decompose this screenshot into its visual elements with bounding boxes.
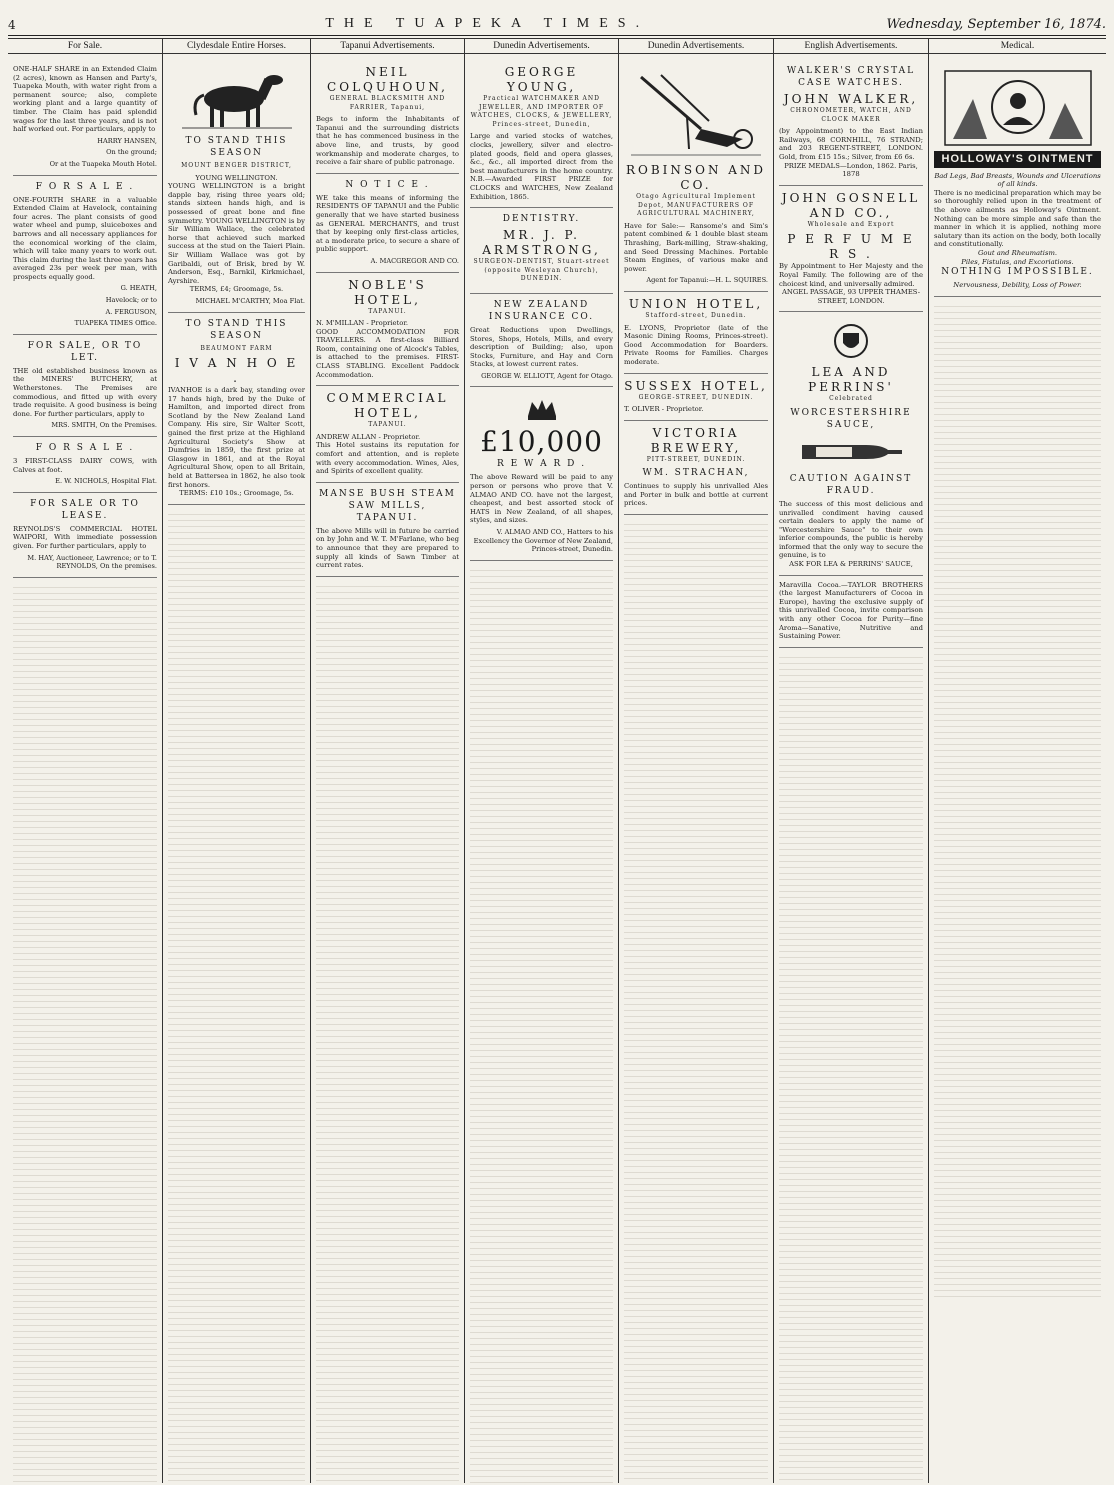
- horse-name: I V A N H O E .: [174, 356, 299, 386]
- ad-body: GOOD ACCOMMODATION FOR TRAVELLERS. A first-class Billiard Room, containing one of Alcock's Tables, is attached to the premises. FIRST-CLASS STABLING. Excellent Paddock Accommodation.: [316, 327, 459, 379]
- ad-signature: On the ground;: [106, 148, 157, 157]
- sauce-bottle-icon: [796, 435, 906, 469]
- column-heading: Dunedin Advertisements.: [465, 38, 618, 54]
- page-number: 4: [8, 18, 16, 32]
- ad-body: Maravilla Cocoa.—TAYLOR BROTHERS (the largest Manufacturers of Cocoa in Europe), having the exclusive supply of this unrivalled Cocoa, invite comparison with any other Cocoa for Purity—fine Aroma—Sanative, Nutritive and Sustaining Power.: [779, 580, 923, 641]
- ad-name: VICTORIA BREWERY,: [650, 425, 742, 455]
- ad-havelock-share: [13, 176, 157, 335]
- ad-waipori-hotel: [13, 493, 157, 578]
- ad-product: WORCESTERSHIRE SAUCE,: [790, 407, 912, 430]
- ad-title: WALKER'S CRYSTAL CASE WATCHES.: [786, 66, 916, 88]
- column-tapanui: [311, 38, 465, 1483]
- ad-subheading: NOTHING IMPOSSIBLE.: [941, 267, 1094, 278]
- ad-title: TO STAND THIS SEASON: [185, 318, 288, 341]
- ad-ivanhoe: [168, 313, 305, 505]
- holloway-engraving-icon: [943, 69, 1093, 147]
- coat-of-arms-icon: [831, 321, 871, 361]
- ad-dairy-cows: [13, 437, 157, 493]
- ad-subtitle: GENERAL BLACKSMITH AND FARRIER, Tapanui,: [329, 95, 446, 111]
- ad-subheading: Piles, Fistulas, and Excoriations.: [961, 257, 1074, 266]
- ad-maravilla-cocoa: [779, 576, 923, 648]
- ad-body: IVANHOE is a dark bay, standing over 17 hands high, bred by the Duke of Hamilton, and imported direct from Scotland by the New Zealand Land Company. His sire, Sir Walter Scott, gained the first prize at the Highland Agricultural Society's Show at Dumfries in 1859, the first prize at Glasgow in 1861, and at the Royal Agricultural Show, open to all Britain, held at Battersea in 1862, he also took first honors.: [168, 386, 305, 489]
- ad-signature: MRS. SMITH, On the Premises.: [51, 421, 157, 430]
- ad-proprietor: N. M'MILLAN - Proprietor.: [316, 319, 409, 328]
- ad-notice: [316, 174, 459, 273]
- horse-engraving-icon: [182, 69, 292, 131]
- ad-gosnell: [779, 186, 923, 313]
- ad-subheading: Gout and Rheumatism.: [977, 248, 1058, 257]
- ad-title: N O T I C E .: [345, 179, 430, 190]
- ad-body: This Hotel sustains its reputation for comfort and attention, and is replete with every accommodation. Wines, Ales, and Spirits of excellent quality.: [316, 441, 459, 476]
- ad-body: Large and varied stocks of watches, clocks, jewellery, silver and electro-plated goods, field and opera glasses, &c., &c., all imported direct from the best manufacturers in the home country. N.B.—Awarded FIRST PRIZE for CLOCKS and WATCHES, New Zealand Exhibition, 1865.: [470, 132, 613, 201]
- ad-name: LEA AND PERRINS': [808, 365, 894, 395]
- ad-body: THE old established business known as the MINERS' BUTCHERY, at Wetherstones. The Premises are commodious, and fitted up with every trade requisite. A good business is being done. For further particulars, apply to: [13, 366, 157, 418]
- ad-name: NOBLE'S HOTEL,: [348, 277, 427, 307]
- ad-subtitle: TAPANUI.: [368, 307, 407, 315]
- ad-name: NEW ZEALAND INSURANCE CO.: [488, 299, 595, 322]
- ad-name: NEIL COLQUHOUN,: [327, 65, 448, 94]
- ad-address: ANGEL PASSAGE, 93 UPPER THAMES-STREET, LONDON.: [781, 288, 920, 305]
- ad-lea-perrins: [779, 312, 923, 575]
- column-heading: For Sale.: [8, 38, 162, 54]
- column-heading: English Advertisements.: [774, 38, 928, 54]
- holloway-banner: HOLLOWAY'S OINTMENT: [934, 151, 1101, 168]
- ad-subtitle: PITT-STREET, DUNEDIN.: [646, 455, 746, 463]
- columns: [8, 38, 1106, 1483]
- ad-body: The above Mills will in future be carried on by John and W. T. M'Farlane, who beg to announce that they are prepared to supply all kinds of Sawn Timber at current rates.: [316, 526, 459, 570]
- column-heading: Medical.: [929, 38, 1106, 54]
- ad-robinson: [624, 60, 768, 292]
- ad-proprietor: T. OLIVER - Proprietor.: [624, 405, 704, 414]
- ad-dentistry: [470, 208, 613, 294]
- ad-subtitle: BEAUMONT FARM: [200, 344, 273, 352]
- ad-body: YOUNG WELLINGTON is a bright dapple bay, rising three years old; stands sixteen hands high, and is possessed of great bone and fine symmetry. YOUNG WELLINGTON is by Sir William Wallace, the celebrated horse that achieved such marked success at the stud on the Taieri Plain. Sir William Wallace was got by Garibaldi, out of Brisk, bred by W. Anderson, Esq., Barnkil, Kirkmichael, Ayrshire.: [168, 182, 305, 285]
- ad-walker: [779, 60, 923, 186]
- ad-reward: [470, 387, 613, 560]
- text-filler: [470, 565, 613, 1483]
- ad-signature: Havelock; or to: [105, 296, 157, 305]
- ad-title: TO STAND THIS SEASON: [185, 136, 288, 158]
- text-filler: [13, 582, 157, 1483]
- ad-sussex-hotel: [624, 374, 768, 421]
- ad-signature: M. HAY, Auctioneer, Lawrence; or to T. REYNOLDS, On the premises.: [27, 553, 157, 571]
- ad-butchery: [13, 335, 157, 437]
- ad-name: MANSE BUSH STEAM SAW MILLS, TAPANUI.: [319, 488, 456, 523]
- ad-title: FOR SALE OR TO LEASE.: [30, 498, 140, 521]
- issue-date: Wednesday, September 16, 1874.: [886, 17, 1106, 32]
- ad-subtitle: GEORGE-STREET, DUNEDIN.: [638, 393, 754, 401]
- ad-insurance: [470, 294, 613, 388]
- text-filler: [779, 652, 923, 1483]
- text-filler: [624, 519, 768, 1483]
- ad-body: Begs to inform the Inhabitants of Tapanui and the surrounding districts that he has commenced business in the above line, and trusts, by good workmanship and moderate charges, to receive a fair share of public patronage.: [316, 115, 459, 167]
- text-filler: [934, 301, 1101, 1301]
- ad-signature: Agent for Tapanui:—H. L. SQUIRES.: [646, 276, 768, 285]
- ad-signature: MICHAEL M'CARTHY, Moa Flat.: [195, 296, 305, 305]
- ad-colquhoun: [316, 60, 459, 174]
- ad-union-hotel: [624, 292, 768, 374]
- column-english: [774, 38, 929, 1483]
- ad-title: FOR SALE, OR TO LET.: [27, 340, 143, 363]
- ad-claim: [13, 60, 157, 176]
- ad-body: REYNOLDS'S COMMERCIAL HOTEL WAIPORI, With immediate possession given. For further particulars, apply to: [13, 524, 157, 550]
- ad-body: E. LYONS, Proprietor (late of the Masonic Dining Rooms, Princes-street). Good Accommodation for Boarders. Private Rooms for Families. Charges moderate.: [624, 323, 768, 366]
- ad-title: R E W A R D .: [496, 459, 587, 470]
- column-heading: Tapanui Advertisements.: [311, 38, 464, 54]
- ad-saw-mills: [316, 483, 459, 577]
- ad-holloway: [934, 60, 1101, 297]
- ad-george-young: [470, 60, 613, 208]
- ad-name: COMMERCIAL HOTEL,: [326, 391, 449, 421]
- ad-proprietor: ANDREW ALLAN - Proprietor.: [316, 432, 421, 441]
- column-medical: [929, 38, 1106, 1483]
- ad-subtitle: Celebrated: [829, 395, 873, 403]
- paper-title: THE TUAPEKA TIMES.: [325, 16, 650, 31]
- ad-trade: P E R F U M E R S .: [787, 232, 915, 262]
- masthead: [8, 6, 1106, 36]
- ad-owner: WM. STRACHAN,: [642, 468, 750, 479]
- ad-young-wellington: [168, 60, 305, 313]
- ad-signature: HARRY HANSEN,: [97, 136, 157, 145]
- ad-signature: Or at the Tuapeka Mouth Hotel.: [49, 159, 157, 168]
- ad-subtitle: MOUNT BENGER DISTRICT,: [181, 162, 292, 169]
- ad-body: WE take this means of informing the RESIDENTS OF TAPANUI and the Public generally that we have started business as GENERAL MERCHANTS, and trust that by keeping only first-class articles, at a moderate price, to secure a share of public support.: [316, 193, 459, 254]
- ad-signature: A. FERGUSON,: [105, 307, 157, 316]
- ad-name: GEORGE YOUNG,: [504, 65, 579, 94]
- column-for-sale: [8, 38, 163, 1483]
- ad-tagline: Bad Legs, Bad Breasts, Wounds and Ulcerations of all kinds.: [934, 171, 1101, 189]
- ad-subtitle: Practical WATCHMAKER AND JEWELLER, AND IMPORTER OF WATCHES, CLOCKS, & JEWELLERY, Princes-street, Dunedin,: [470, 95, 613, 128]
- ad-subheading: Nervousness, Debility, Loss of Power.: [953, 281, 1082, 290]
- ad-subtitle: TAPANUI.: [368, 421, 407, 429]
- ad-body: Have for Sale:— Ransome's and Sim's patent combined & 1 double blast steam Thrashing, Bark-milling, Straw-shaking, and Seed Dressing Machines. Portable Steam Engines, of various make and power.: [624, 221, 768, 273]
- ad-signature: GEORGE W. ELLIOTT, Agent for Otago.: [481, 371, 613, 380]
- ad-subtitle: Otago Agricultural Implement Depot, MANUFACTURERS OF AGRICULTURAL MACHINERY,: [636, 193, 756, 218]
- ad-name: MR. J. P. ARMSTRONG,: [482, 228, 601, 258]
- ad-name: JOHN GOSNELL AND CO.,: [781, 190, 921, 220]
- ad-subtitle: Stafford-street, Dunedin.: [645, 311, 747, 319]
- ad-call-to-action: ASK FOR LEA & PERRINS' SAUCE,: [789, 560, 913, 569]
- ad-terms: TERMS: £10 10s.; Groomage, 5s.: [179, 489, 294, 498]
- column-heading: Dunedin Advertisements.: [619, 38, 773, 54]
- ad-title: F O R S A L E .: [35, 443, 135, 453]
- ad-name: SUSSEX HOTEL,: [624, 378, 768, 393]
- ad-title: DENTISTRY.: [502, 214, 581, 225]
- text-filler: [316, 581, 459, 1483]
- ad-body: By Appointment to Her Majesty and the Royal Family. The following are of the choicest kind, and universally admired.: [779, 262, 923, 288]
- ad-body: 3 FIRST-CLASS DAIRY COWS, with Calves at foot.: [13, 457, 157, 474]
- ad-subtitle: Wholesale and Export: [807, 220, 895, 228]
- ad-body: ONE-HALF SHARE in an Extended Claim (2 acres), known as Hansen and Party's, Tuapeka Mouth, with water right from a permanent source; also, complete working plant and a large quantity of timber. The Claim has paid splendid wages for the last three years, and is not half worked out. For particulars, apply to: [13, 65, 157, 134]
- ad-prize: PRIZE MEDALS—London, 1862. Paris, 1878: [784, 161, 918, 179]
- ad-body: (by Appointment) to the East Indian Railways, 68 CORNHILL, 76 STRAND; and 203 REGENT-STREET, LONDON. Gold, from £15 15s.; Silver, from £6 6s.: [779, 127, 923, 161]
- ad-signature: E. W. NICHOLS, Hospital Flat.: [55, 477, 157, 486]
- ad-name: JOHN WALKER,: [783, 92, 919, 106]
- horse-name: YOUNG WELLINGTON.: [195, 173, 278, 182]
- ad-subtitle: CHRONOMETER, WATCH, AND CLOCK MAKER: [790, 107, 912, 123]
- ad-nobles-hotel: [316, 273, 459, 387]
- royal-crest-icon: [522, 396, 562, 422]
- ad-commercial-hotel: [316, 386, 459, 483]
- ad-subtitle: SURGEON-DENTIST, Stuart-street (opposite Wesleyan Church), DUNEDIN.: [473, 258, 610, 283]
- column-clydesdale: [163, 38, 311, 1483]
- ad-body: The above Reward will be paid to any person or persons who prove that V. ALMAO AND CO. have not the largest, cheapest, and best assorted stock of HATS in New Zealand, of all shapes, styles, and sizes.: [470, 473, 613, 525]
- ad-title: CAUTION AGAINST FRAUD.: [789, 473, 913, 496]
- ad-title: F O R S A L E .: [35, 181, 135, 192]
- ad-name: ROBINSON AND CO.: [625, 163, 767, 192]
- ad-body: Continues to supply his unrivalled Ales and Porter in bulk and bottle at current prices.: [624, 482, 768, 508]
- ad-name: UNION HOTEL,: [628, 296, 764, 311]
- column-dunedin-1: [465, 38, 619, 1483]
- ad-signature: TUAPEKA TIMES Office.: [74, 319, 157, 328]
- ad-body: There is no medicinal preparation which may be so thoroughly relied upon in the treatment of the above ailments as Holloway's Ointment. Nothing can be more simple and safe than the manner in which it is applied, nothing more salutary than its action on the body, both locally and constitutionally.: [934, 188, 1102, 249]
- plough-engraving-icon: [631, 69, 761, 159]
- ad-body: ONE-FOURTH SHARE in a valuable Extended Claim at Havelock, containing four acres. The plant consists of good water wheel and pump, sluiceboxes and barrows and all necessary appliances for the economical working of the claim, which will take many years to work out. This claim during the last three years has averaged 23s per week per man, with prospects equally good.: [13, 195, 157, 281]
- column-dunedin-2: [619, 38, 774, 1483]
- reward-amount: £10,000: [480, 425, 603, 459]
- ad-signature: A. MACGREGOR AND CO.: [370, 256, 459, 265]
- ad-body: The success of this most delicious and unrivalled condiment having caused certain dealers to apply the name of "Worcestershire Sauce" to their own inferior compounds, the public is hereby informed that the only way to secure the genuine, is to: [779, 499, 923, 560]
- text-filler: [168, 509, 305, 1483]
- ad-signature: G. HEATH,: [120, 284, 157, 293]
- ad-body: Great Reductions upon Dwellings, Stores, Shops, Hotels, Mills, and every description of Building; also, upon Stocks, Furniture, and Hay and Corn Stacks, at lowest current rates.: [470, 325, 613, 369]
- ad-terms: TERMS, £4; Groomage, 5s.: [189, 285, 284, 294]
- column-heading: Clydesdale Entire Horses.: [163, 38, 310, 54]
- ad-victoria-brewery: [624, 421, 768, 515]
- ad-signature: V. ALMAO AND CO., Hatters to his Excellency the Governor of New Zealand, Princes-street, Dunedin.: [473, 528, 613, 554]
